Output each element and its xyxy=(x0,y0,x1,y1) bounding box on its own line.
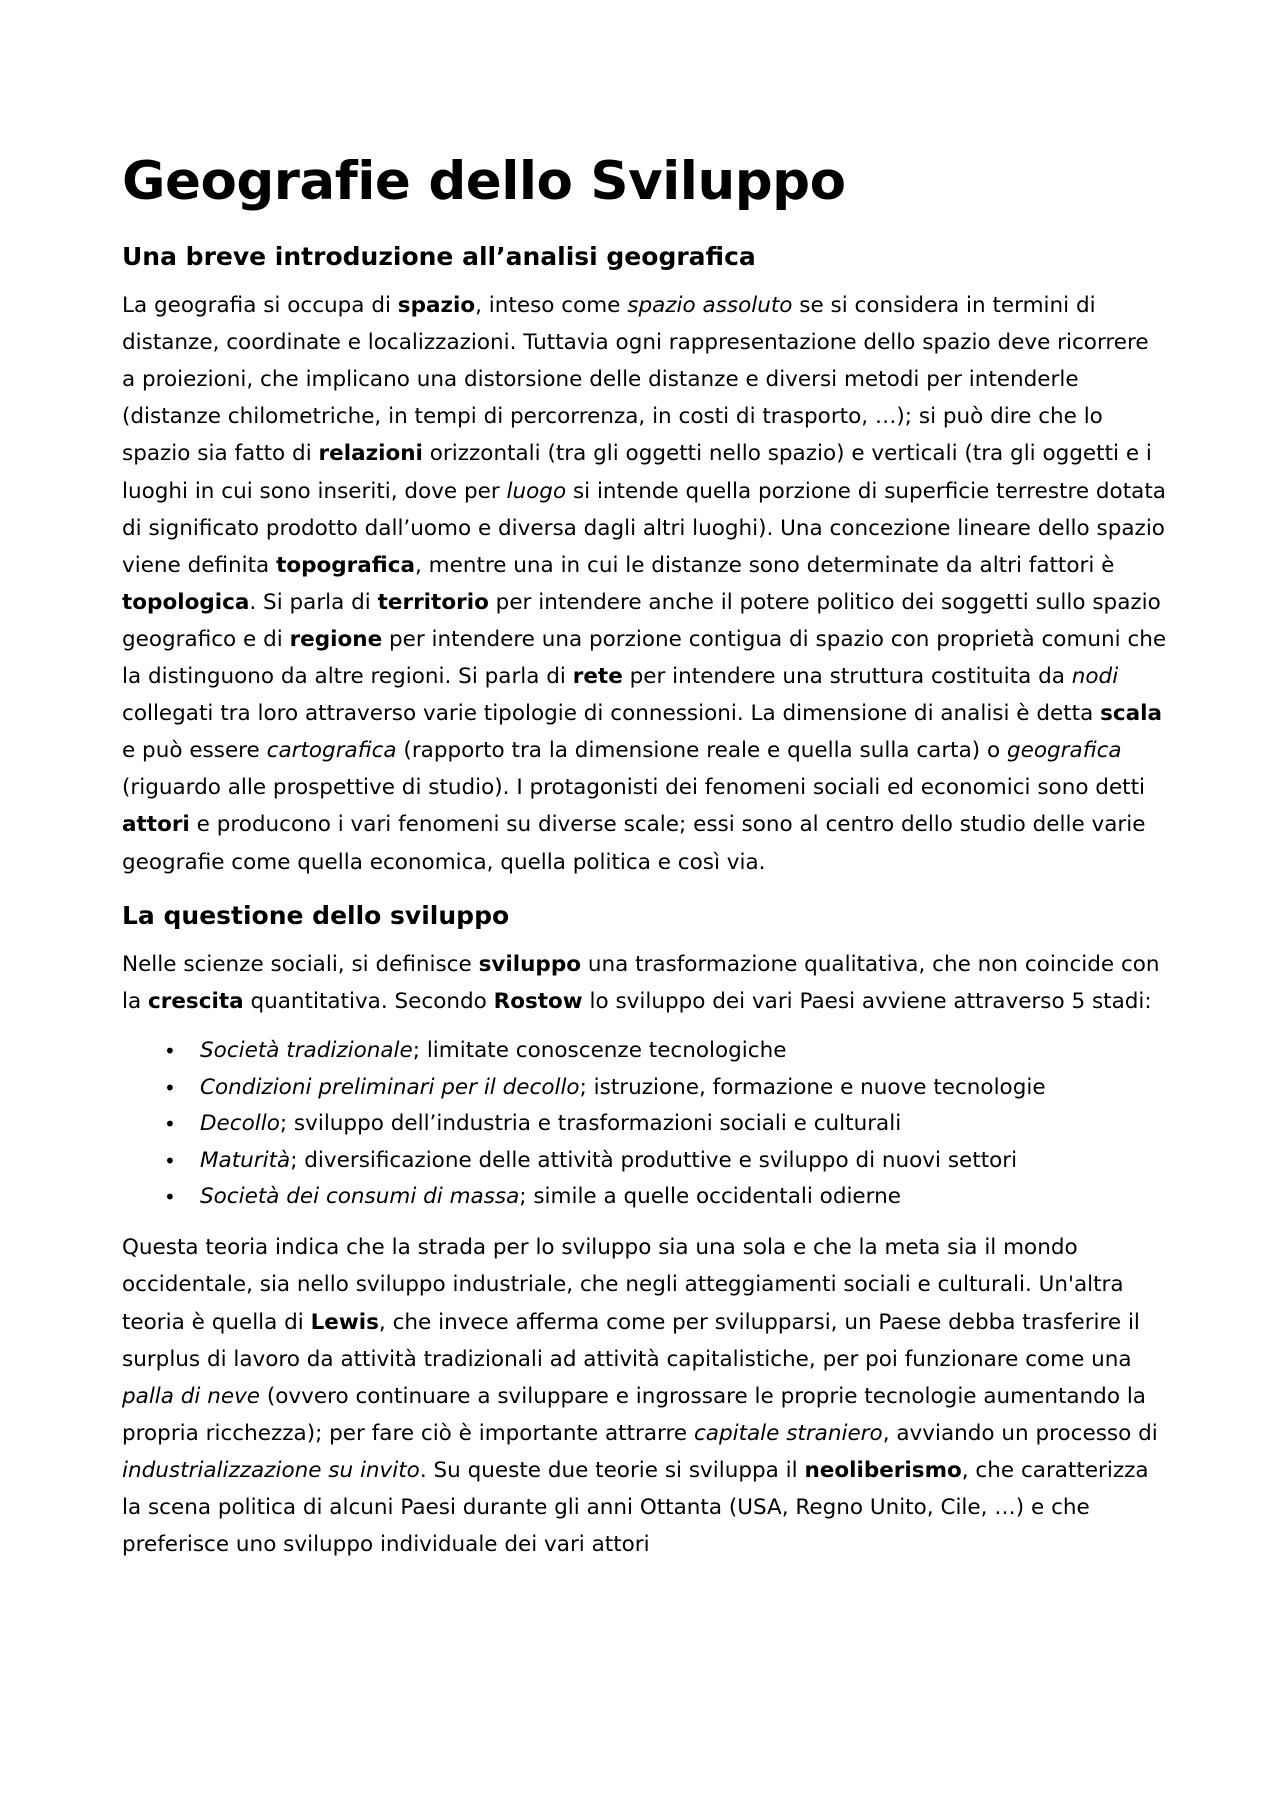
text-run: e producono i vari fenomeni su diverse scale; essi sono al centro dello studio delle varie geografie come quella economica, quella politica e così via. xyxy=(122,812,1146,875)
bold-term: rete xyxy=(572,664,623,690)
italic-term: luogo xyxy=(506,478,567,504)
section-heading-intro: Una breve introduzione all’analisi geografica xyxy=(122,241,756,271)
text-run: , avviando un processo di xyxy=(882,1420,1158,1446)
bold-term: topologica xyxy=(122,589,250,615)
list-item xyxy=(122,1106,1167,1142)
text-run: per intendere una porzione contigua di spazio con proprietà comuni che la distinguono da altre regioni. Si parla di xyxy=(122,626,1167,690)
bullet-icon: • xyxy=(164,1184,176,1209)
italic-term: industrializzazione su invito xyxy=(122,1457,420,1483)
paragraph-geography-intro xyxy=(122,287,1167,881)
bold-term: spazio xyxy=(397,293,476,319)
bold-term: sviluppo xyxy=(478,952,581,978)
bullet-icon: • xyxy=(164,1039,176,1064)
list-item xyxy=(122,1143,1167,1179)
stage-name: Maturità xyxy=(200,1147,291,1173)
bold-term: Rostow xyxy=(493,989,583,1015)
paragraph-development-intro xyxy=(122,946,1167,1020)
bullet-icon: • xyxy=(164,1148,176,1173)
stage-name: Società tradizionale xyxy=(200,1038,413,1064)
stage-description: ; simile a quelle occidentali odierne xyxy=(519,1183,901,1209)
text-run: orizzontali (tra gli oggetti nello spazio) e verticali (tra gli oggetti e i luoghi in cui sono inseriti, dove per xyxy=(122,441,1152,504)
paragraph-development-theories xyxy=(122,1229,1167,1563)
text-run: (ovvero continuare a sviluppare e ingrossare le proprie tecnologie aumentando la propria ricchezza); per fare ciò è importante attrarre xyxy=(122,1383,1146,1446)
text-run: quantitativa. Secondo xyxy=(243,989,494,1015)
stage-name: Decollo xyxy=(200,1111,280,1137)
document-title: Geografie dello Sviluppo xyxy=(122,151,846,212)
text-run: Nelle scienze sociali, si definisce xyxy=(122,952,479,978)
bold-term: scala xyxy=(1100,701,1163,727)
italic-term: palla di neve xyxy=(122,1383,261,1409)
italic-term: capitale straniero xyxy=(693,1420,883,1446)
bold-term: topografica xyxy=(276,552,415,578)
text-run: , mentre una in cui le distanze sono determinate da altri fattori è xyxy=(414,552,1115,578)
text-run: se si considera in termini di distanze, coordinate e localizzazioni. Tuttavia ogni rappresentazione dello spazio deve ricorrere a proiezioni, che implicano una distorsione delle distanze e diversi metodi per intenderle (distanze chilometriche, in tempi di percorrenza, in costi di trasporto, …); si può dire che lo spazio sia fatto di xyxy=(122,293,1149,467)
italic-term: cartografica xyxy=(266,738,397,764)
italic-term: nodi xyxy=(1071,664,1119,690)
stage-description: ; limitate conoscenze tecnologiche xyxy=(412,1038,787,1064)
stage-name: Condizioni preliminari per il decollo xyxy=(200,1074,580,1100)
bullet-icon: • xyxy=(164,1112,176,1137)
stage-name: Società dei consumi di massa xyxy=(200,1183,520,1209)
bold-term: regione xyxy=(289,626,383,652)
list-item xyxy=(122,1070,1167,1106)
bullet-icon: • xyxy=(164,1075,176,1100)
bold-term: Lewis xyxy=(310,1309,379,1335)
italic-term: geografica xyxy=(1007,738,1122,764)
text-run: si intende quella porzione di superficie terrestre dotata di significato prodotto dall’uomo e diversa dagli altri luoghi). Una concezione lineare dello spazio viene definita xyxy=(122,478,1166,578)
bold-term: relazioni xyxy=(318,441,423,467)
stage-description: ; sviluppo dell’industria e trasformazioni sociali e culturali xyxy=(279,1111,902,1137)
text-run: , che invece afferma come per svilupparsi, un Paese debba trasferire il surplus di lavoro da attività tradizionali ad attività capitalistiche, per poi funzionare come una xyxy=(122,1309,1140,1372)
italic-term: spazio assoluto xyxy=(627,293,793,319)
text-run: . Su queste due teorie si sviluppa il xyxy=(419,1457,805,1483)
rostow-stages-list xyxy=(122,1033,1167,1215)
document-body xyxy=(122,150,1167,1563)
bold-term: neoliberismo xyxy=(804,1457,962,1483)
text-run: per intendere anche il potere politico dei soggetti sullo spazio geografico e di xyxy=(122,589,1161,652)
text-run: , inteso come xyxy=(475,293,628,319)
stage-description: ; diversificazione delle attività produttive e sviluppo di nuovi settori xyxy=(290,1147,1018,1173)
bold-term: territorio xyxy=(377,589,489,615)
text-run: lo sviluppo dei vari Paesi avviene attraverso 5 stadi: xyxy=(582,989,1152,1015)
bold-term: crescita xyxy=(147,989,244,1015)
text-run: Questa teoria indica che la strada per lo sviluppo sia una sola e che la meta sia il mondo occidentale, sia nello sviluppo industriale, che negli atteggiamenti sociali e culturali. Un'altra teoria è quella di xyxy=(122,1235,1124,1335)
text-run: per intendere una struttura costituita da xyxy=(622,664,1072,690)
list-item xyxy=(122,1033,1167,1069)
list-item xyxy=(122,1179,1167,1215)
text-run: (rapporto tra la dimensione reale e quella sulla carta) o xyxy=(396,738,1007,764)
text-run: una trasformazione qualitativa, che non coincide con la xyxy=(122,952,1160,1015)
text-run: , che caratterizza la scena politica di alcuni Paesi durante gli anni Ottanta (USA, Regno Unito, Cile, …) e che preferisce uno sviluppo individuale dei vari attori xyxy=(122,1457,1149,1558)
stage-description: ; istruzione, formazione e nuove tecnologie xyxy=(579,1074,1046,1100)
text-run: . Si parla di xyxy=(249,589,378,615)
text-run: collegati tra loro attraverso varie tipologie di connessioni. La dimensione di analisi è detta xyxy=(122,701,1101,727)
text-run: (riguardo alle prospettive di studio). I protagonisti dei fenomeni sociali ed economici sono detti xyxy=(122,775,1146,801)
text-run: La geografia si occupa di xyxy=(122,293,398,319)
bold-term: attori xyxy=(122,812,190,838)
section-heading-development: La questione dello sviluppo xyxy=(122,900,510,930)
text-run: e può essere xyxy=(122,738,267,764)
